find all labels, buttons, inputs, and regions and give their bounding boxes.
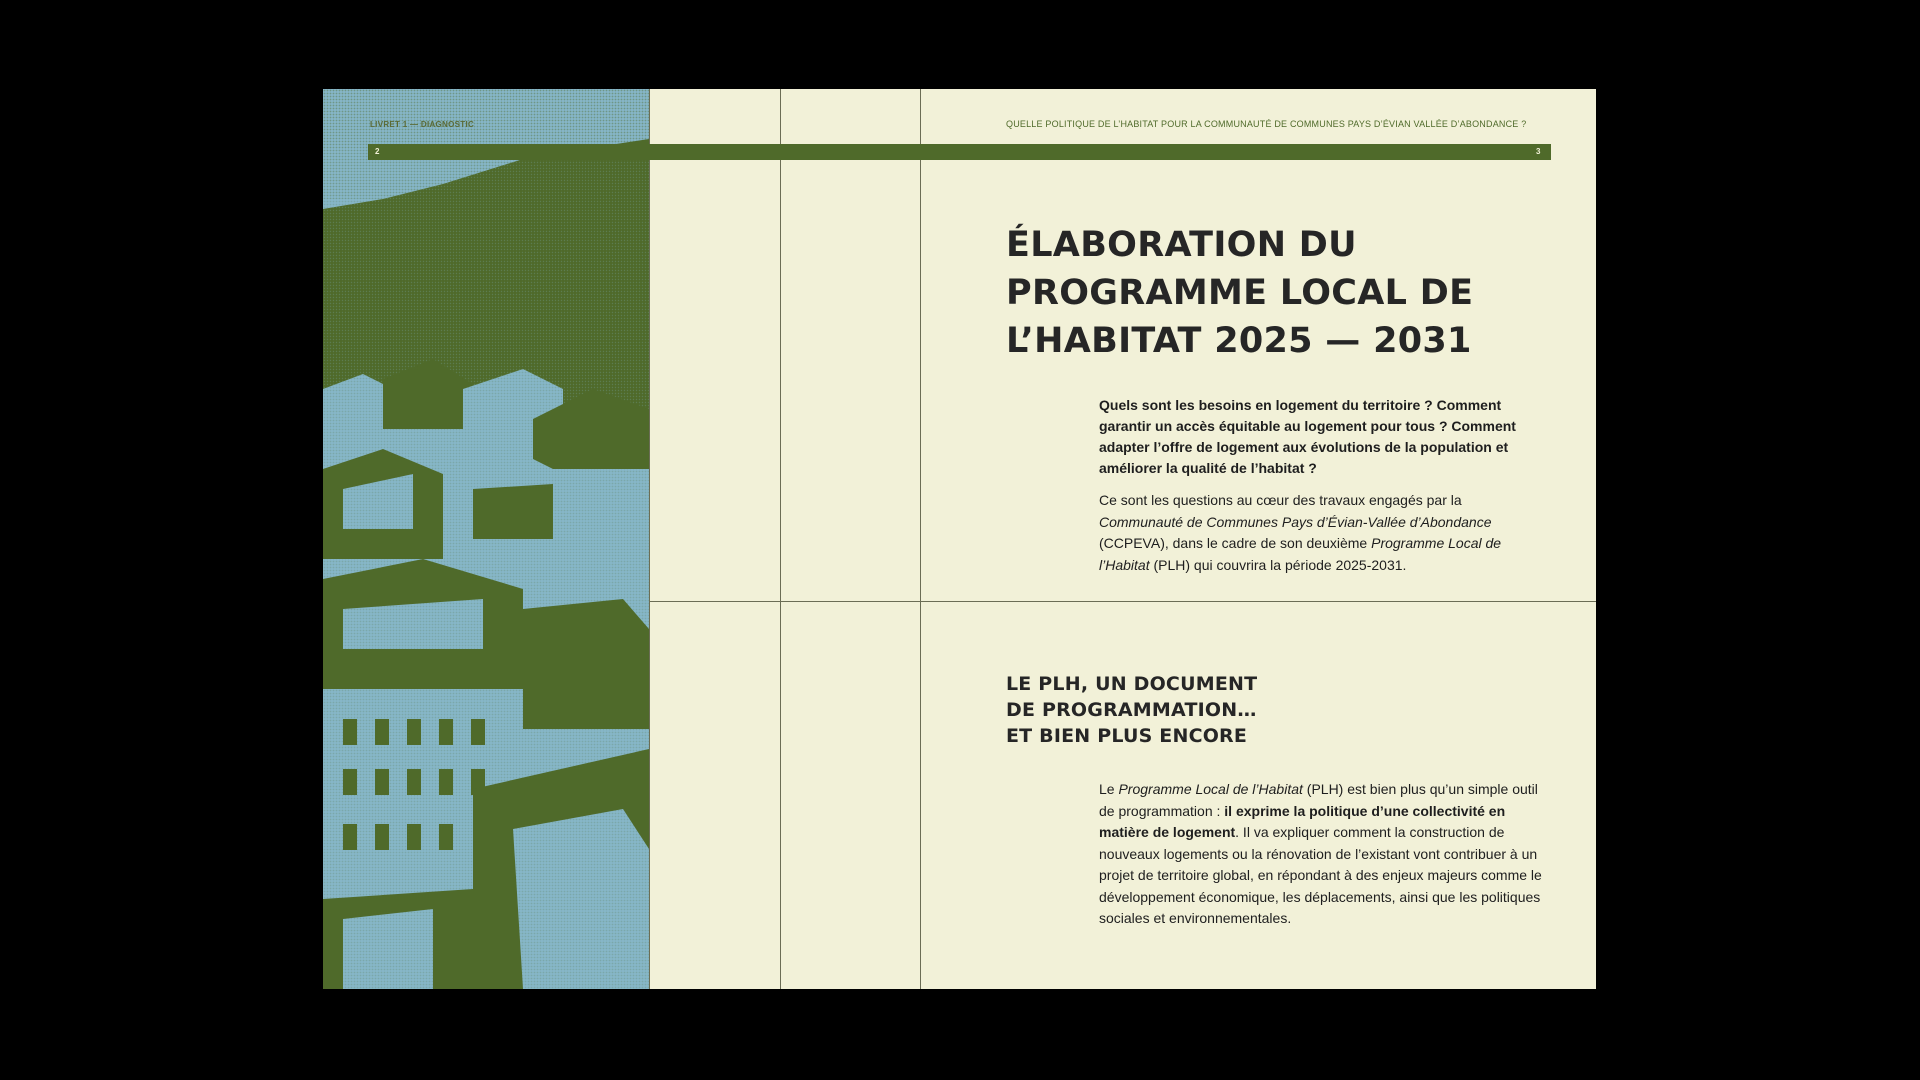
bold-run: il exprime la politique d’une collectivité en matière de logement [1099,802,1506,840]
running-title-left: LIVRET 1 — DIAGNOSTIC [370,120,475,129]
plh-paragraph [1099,779,1549,930]
town-rooftops-photo [323,89,649,989]
italic-run: Communauté de Communes Pays d’Évian-Vallée d’Abondance [1099,513,1492,530]
heading-line: DE PROGRAMMATION… [1006,699,1257,721]
text-run: Le [1099,781,1119,797]
title-line: PROGRAMME LOCAL DE [1006,273,1474,313]
running-title-right: QUELLE POLITIQUE DE L’HABITAT POUR LA COMMUNAUTÉ DE COMMUNES PAYS D’ÉVIAN VALLÉE D’ABONDANCE ? [1006,119,1527,129]
grid-line [780,89,781,989]
text-run: (CCPEVA), dans le cadre de son deuxième [1099,535,1372,551]
intro-paragraph [1099,490,1549,576]
italic-run: Programme Local de l’Habitat [1099,535,1502,573]
header-bar [368,144,1551,160]
grid-line [649,89,650,989]
italic-run: Programme Local de l’Habitat [1118,781,1303,797]
text-run: (PLH) est bien plus qu’un simple outil de programmation : [1099,781,1538,819]
title-line: ÉLABORATION DU [1006,225,1357,265]
halftone-photo-illustration [323,89,649,989]
grid-line-horizontal [649,601,1596,602]
heading-line: LE PLH, UN DOCUMENT [1006,673,1258,695]
title-line: L’HABITAT 2025 — 2031 [1006,321,1472,361]
text-run: (PLH) qui couvrira la période 2025-2031. [1149,556,1407,573]
document-spread [323,89,1596,989]
page-title [1006,221,1546,365]
text-run: . Il va expliquer comment la construction de nouveaux logements ou la rénovation de l’existant vont contribuer à un projet de territoire global, en répondant à des enjeux majeurs comme le développement économique, les déplacements, ainsi que les politiques sociales et environnementales. [1099,824,1542,926]
page-number-left: 2 [375,147,380,156]
section-heading [1006,671,1366,749]
page-number-right: 3 [1536,147,1541,156]
grid-line [920,89,921,989]
heading-line: ET BIEN PLUS ENCORE [1006,725,1248,747]
lead-questions: Quels sont les besoins en logement du territoire ? Comment garantir un accès équitable au logement pour tous ? Comment adapter l’offre de logement aux évolutions de la population et améliorer la qualité de l’habitat ? [1099,397,1516,476]
text-run: Ce sont les questions au cœur des travaux engagés par la [1099,492,1462,508]
